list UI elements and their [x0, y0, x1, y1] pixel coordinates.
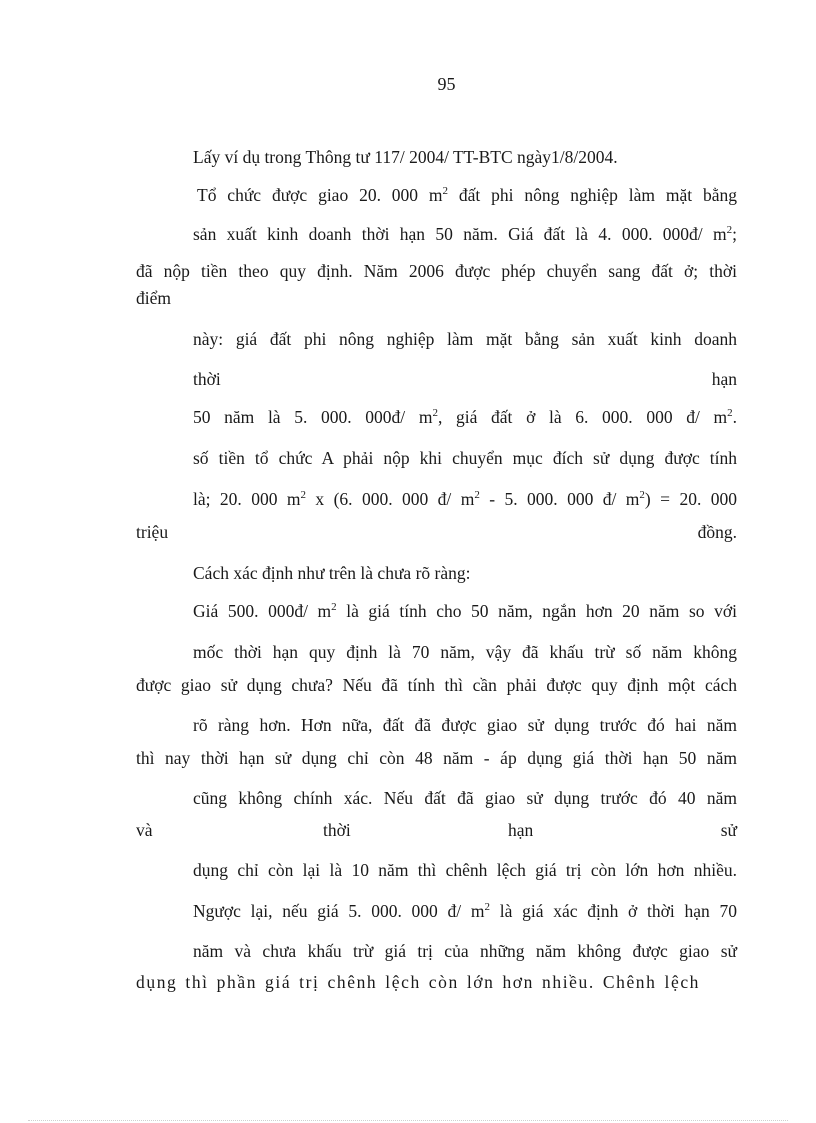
text-line: là; 20. 000 $m^2$ x (6. 000. 000 đ/ $m^2 - 5$. 000. 000 đ/ $m^2) = 20$. 000: [193, 489, 737, 509]
text-line: thì nay thời hạn sử dụng chỉ còn 48 năm - áp dụng giá thời hạn 50 năm: [136, 748, 737, 768]
text-line: số tiền tổ chức A phải nộp khi chuyển mục đích sử dụng được tính: [193, 448, 737, 468]
text-line: đã nộp tiền theo quy định. Năm 2006 được phép chuyển sang đất ở; thời: [136, 261, 737, 281]
text-line: Tổ chức được giao 20. 000 $m^2$ đất phi nông nghiệp làm mặt bằng: [197, 185, 737, 205]
text-line: rõ ràng hơn. Hơn nữa, đất đã được giao sử dụng trước đó hai năm: [193, 715, 737, 735]
text-line: Cách xác định như trên là chưa rõ ràng:: [193, 563, 471, 583]
page-number: 95: [437, 74, 456, 94]
text-line: Lấy ví dụ trong Thông tư 117/ 2004/ TT-BTC ngày1/8/2004.: [193, 147, 618, 167]
text-line: Ngược lại, nếu giá 5. 000. 000 đ/ $m^2$ là giá xác định ở thời hạn 70: [193, 901, 737, 921]
text-line: Giá 500. 000đ/ $m^2$ là giá tính cho 50 năm, ngắn hơn 20 năm so với: [193, 601, 737, 621]
text-line: cũng không chính xác. Nếu đất đã giao sử dụng trước đó 40 năm: [193, 788, 737, 808]
text-line: dụng chỉ còn lại là 10 năm thì chênh lệch giá trị còn lớn hơn nhiều.: [193, 860, 737, 880]
text-line: điểm: [136, 288, 171, 308]
text-line: năm và chưa khấu trừ giá trị của những năm không được giao sử: [193, 941, 737, 961]
text-line: được giao sử dụng chưa? Nếu đã tính thì cần phải được quy định một cách: [136, 675, 737, 695]
text-line: này: giá đất phi nông nghiệp làm mặt bằng sản xuất kinh doanh: [193, 329, 737, 349]
text-line: 50 năm là 5. 000. 000đ/ $m^2$, giá đất ở là 6. 000. 000 đ/ $m^2$.: [193, 407, 738, 427]
text-line: sản xuất kinh doanh thời hạn 50 năm. Giá đất là 4. 000. 000đ/ $m^2$;: [193, 224, 737, 244]
text-line: mốc thời hạn quy định là 70 năm, vậy đã khấu trừ số năm không: [193, 642, 737, 662]
text-line: dụng thì phần giá trị chênh lệch còn lớn hơn nhiều. Chênh lệch: [136, 972, 701, 992]
page-bottom-border: [28, 1120, 788, 1121]
